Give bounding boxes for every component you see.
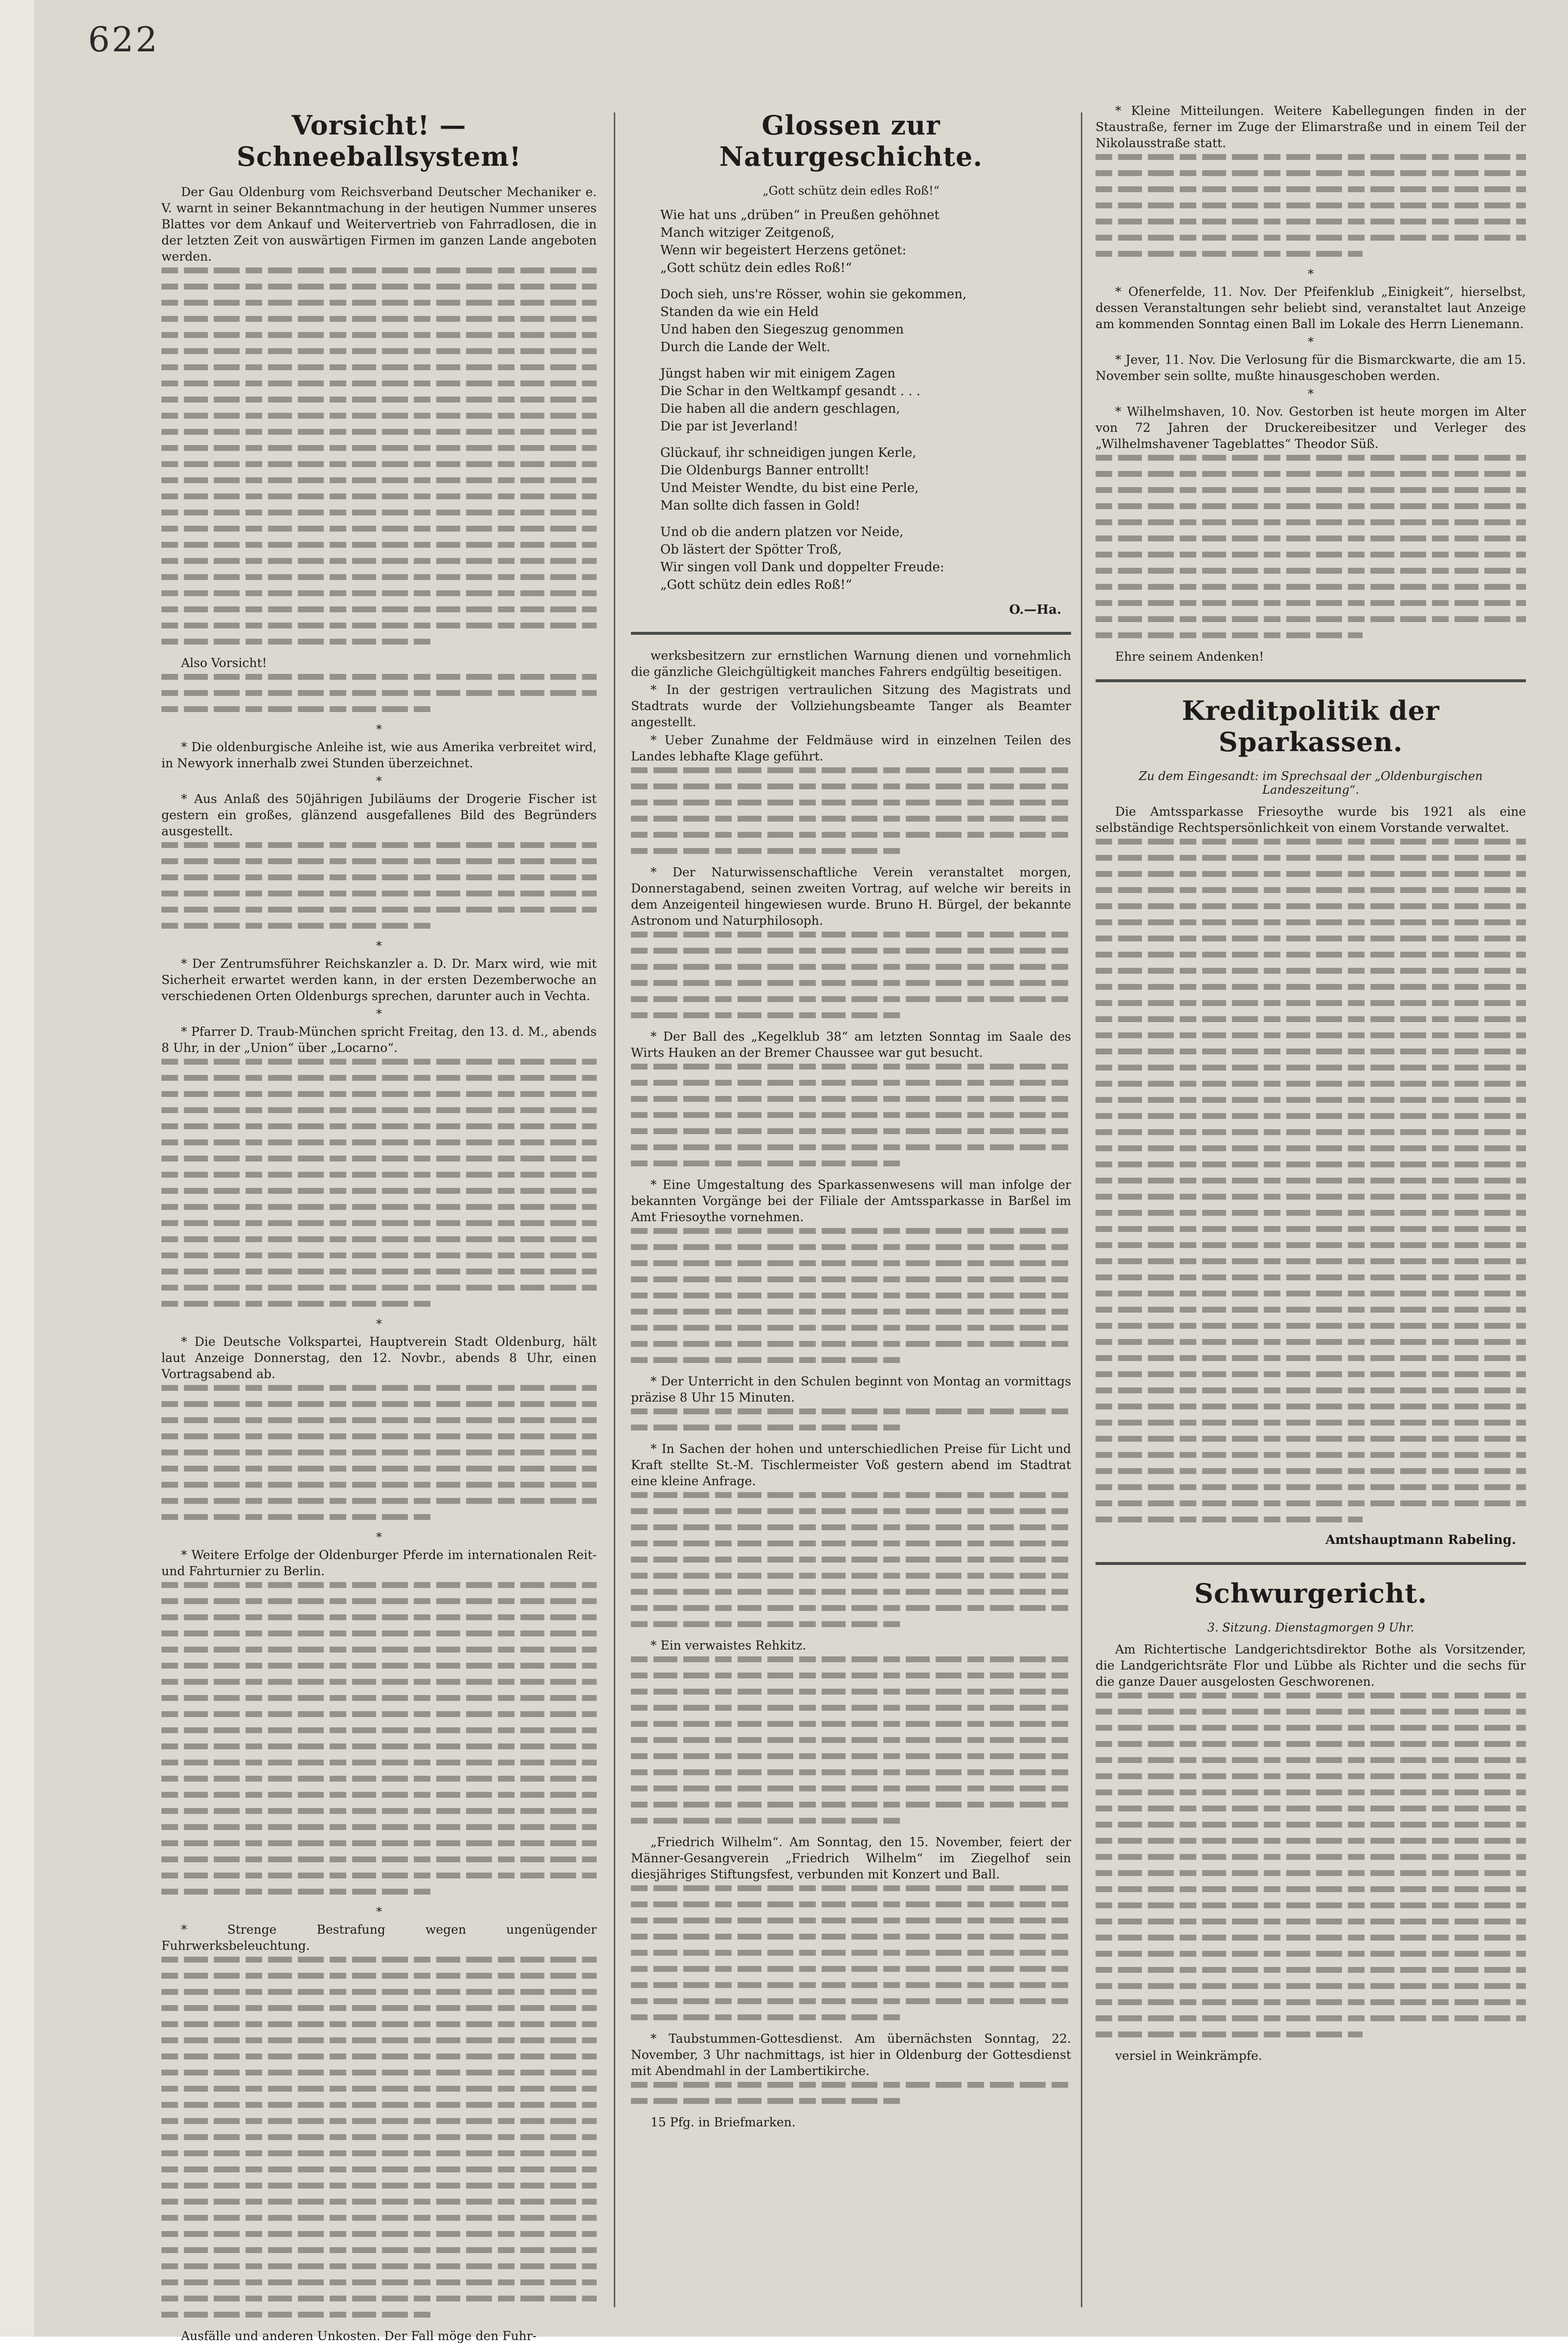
illegible-text: [161, 268, 597, 645]
poem-line: Wenn wir begeistert Herzens getönet:: [660, 243, 907, 258]
article-subtitle: 3. Sitzung. Dienstagmorgen 9 Uhr.: [1207, 1621, 1414, 1634]
illegible-text: [1096, 839, 1526, 1522]
page-number: 622: [88, 20, 159, 60]
separator: *: [1308, 335, 1314, 349]
poem-line: Doch sieh, uns're Rösser, wohin sie gekommen,: [660, 287, 967, 302]
column-middle: [631, 103, 1071, 2317]
poem-stanza: [660, 444, 1071, 514]
column-divider: [1081, 112, 1082, 2307]
news-item: * Die oldenburgische Anleihe ist, wie aus Amerika verbreitet wird, in Newyork innerhalb zwei Stunden überzeichnet.: [161, 740, 597, 770]
poem-line: Manch witziger Zeitgenoß,: [660, 225, 835, 240]
poem-line: Und Meister Wendte, du bist eine Perle,: [660, 481, 919, 495]
poem-line: Ob lästert der Spötter Troß,: [660, 542, 842, 557]
illegible-text: [631, 1885, 1071, 2020]
section-rule: [631, 632, 1071, 635]
article-text: Die Amtssparkasse Friesoythe wurde bis 1921 als eine selbständige Rechtspersönlichkeit von einem Vorstande verwaltet.: [1096, 804, 1526, 835]
article-text: Ausfälle und anderen Unkosten. Der Fall möge den Fuhr-: [181, 2329, 537, 2343]
article-subtitle: Zu dem Eingesandt: im Sprechsaal der „Oldenburgischen Landeszeitung“.: [1139, 769, 1483, 797]
separator: *: [1308, 267, 1314, 281]
illegible-text: [161, 842, 597, 929]
illegible-text: [631, 1656, 1071, 1824]
article-text: Am Richtertische Landgerichtsdirektor Bothe als Vorsitzender, die Landgerichtsräte Flor und Lübbe als Richter und die sechs für die ganze Dauer ausgelosten Geschworenen.: [1096, 1642, 1526, 1689]
news-item: * Kleine Mitteilungen. Weitere Kabellegungen finden in der Staustraße, ferner im Zuge der Elimarstraße und in einem Teil der Nikolausstraße statt.: [1096, 104, 1526, 150]
news-item: * Ueber Zunahme der Feldmäuse wird in einzelnen Teilen des Landes lebhafte Klage geführt.: [631, 733, 1071, 763]
article-text: Ehre seinem Andenken!: [1115, 649, 1264, 664]
illegible-text: [161, 1957, 597, 2318]
illegible-text: [161, 1059, 597, 1307]
poem-stanza: [660, 286, 1071, 356]
poem-line: Die haben all die andern geschlagen,: [660, 402, 900, 416]
illegible-text: [631, 932, 1071, 1018]
separator: *: [376, 722, 382, 736]
news-item: * Weitere Erfolge der Oldenburger Pferde im internationalen Reit- und Fahrturnier zu Berlin.: [161, 1548, 597, 1578]
poem-line: Und haben den Siegeszug genommen: [660, 322, 904, 337]
poem-line: Standen da wie ein Held: [660, 305, 819, 319]
illegible-text: [1096, 154, 1526, 257]
headline-glossen: Glossen zur Naturgeschichte.: [719, 110, 983, 172]
article-text: versiel in Weinkrämpfe.: [1115, 2049, 1262, 2063]
illegible-text: [161, 1582, 597, 1895]
news-item: * Strenge Bestrafung wegen ungenügender Fuhrwerksbeleuchtung.: [161, 1922, 597, 1953]
column-divider: [614, 112, 615, 2307]
separator: *: [376, 939, 382, 953]
separator: *: [376, 774, 382, 788]
news-item: * Ein verwaistes Rehkitz.: [650, 1638, 806, 1652]
illegible-text: [631, 1492, 1071, 1627]
news-item: * Der Zentrumsführer Reichskanzler a. D. Dr. Marx wird, wie mit Sicherheit erwartet werden kann, in der ersten Dezemberwoche an verschiedenen Orten Oldenburgs sprechen, darunter auch in Vechta.: [161, 957, 597, 1003]
illegible-text: [1096, 1693, 1526, 2037]
column-left: [161, 103, 597, 2343]
news-item: * Jever, 11. Nov. Die Verlosung für die Bismarckwarte, die am 15. November sein sollte, mußte hinausgeschoben werden.: [1096, 353, 1526, 383]
article-text: Der Gau Oldenburg vom Reichsverband Deutscher Mechaniker e. V. warnt in seiner Bekanntmachung in der heutigen Nummer unseres Blattes vor dem Ankauf und Weitervertrieb von Fahrradlosen, die in der letzten Zeit von auswärtigen Firmen im ganzen Lande angeboten werden.: [161, 185, 597, 264]
poem-line: „Gott schütz dein edles Roß!“: [660, 578, 852, 592]
section-rule: [1096, 1562, 1526, 1565]
separator: *: [376, 1905, 382, 1919]
article-signature: Amtshauptmann Rabeling.: [1325, 1533, 1516, 1547]
poem-line: Die Schar in den Weltkampf gesandt . . .: [660, 384, 920, 399]
illegible-text: [631, 767, 1071, 854]
news-item: * Der Naturwissenschaftliche Verein veranstaltet morgen, Donnerstagabend, seinen zweiten Vortrag, auf welche wir bereits in dem Anzeigenteil hingewiesen wurde. Bruno H. Bürgel, der bekannte Astronom und Naturphilosoph.: [631, 865, 1071, 928]
separator: *: [376, 1317, 382, 1331]
headline-schneeballsystem: Vorsicht! — Schneeballsystem!: [236, 110, 522, 172]
poem-line: Und ob die andern platzen vor Neide,: [660, 525, 904, 539]
headline-kreditpolitik: Kreditpolitik der Sparkassen.: [1182, 695, 1440, 758]
section-rule: [1096, 679, 1526, 682]
poem-line: Jüngst haben wir mit einigem Zagen: [660, 366, 896, 381]
poem-line: Durch die Lande der Welt.: [660, 340, 830, 355]
poem-stanza: [660, 206, 1071, 277]
illegible-text: [161, 1385, 597, 1520]
news-item: * In Sachen der hohen und unterschiedlichen Preise für Licht und Kraft stellte St.-M. Tischlermeister Voß gestern abend im Stadtrat eine kleine Anfrage.: [631, 1442, 1071, 1488]
column-right: [1096, 103, 1526, 2317]
separator: *: [376, 1007, 382, 1021]
illegible-text: [631, 1228, 1071, 1363]
news-item: * In der gestrigen vertraulichen Sitzung des Magistrats und Stadtrats wurde der Vollziehungsbeamte Tanger als Beamter angestellt.: [631, 683, 1071, 729]
poem-stanza: [660, 523, 1071, 594]
poem-line: Wie hat uns „drüben“ in Preußen gehöhnet: [660, 208, 940, 223]
illegible-text: [161, 674, 597, 712]
article-text: werksbesitzern zur ernstlichen Warnung dienen und vornehmlich die gänzliche Gleichgültigkeit manches Fahrers endgültig beseitigen.: [631, 648, 1071, 679]
illegible-text: [631, 1064, 1071, 1166]
poem-line: Wir singen voll Dank und doppelter Freude:: [660, 560, 944, 575]
illegible-text: [631, 1408, 1071, 1430]
news-item: * Wilhelmshaven, 10. Nov. Gestorben ist heute morgen im Alter von 72 Jahren der Druckereibesitzer und Verleger des „Wilhelmshavener Tageblattes“ Theodor Süß.: [1096, 404, 1526, 451]
news-item: * Taubstummen-Gottesdienst. Am übernächsten Sonntag, 22. November, 3 Uhr nachmittags, ist hier in Oldenburg der Gottesdienst mit Abendmahl in der Lambertikirche.: [631, 2031, 1071, 2078]
news-item: * Aus Anlaß des 50jährigen Jubiläums der Drogerie Fischer ist gestern ein großes, glänzend ausgefallenes Bild des Begründers ausgestellt.: [161, 792, 597, 838]
poem-line: Glückauf, ihr schneidigen jungen Kerle,: [660, 446, 917, 460]
news-item: „Friedrich Wilhelm“. Am Sonntag, den 15. November, feiert der Männer-Gesangverein „Friedrich Wilhelm“ im Ziegelhof sein diesjähriges Stiftungsfest, verbunden mit Konzert und Ball.: [631, 1835, 1071, 1881]
illegible-text: [631, 2082, 1071, 2104]
illegible-text: [1096, 455, 1526, 638]
headline-schwurgericht: Schwurgericht.: [1194, 1578, 1428, 1609]
separator: *: [1308, 387, 1314, 401]
poem-motto: „Gott schütz dein edles Roß!“: [762, 184, 940, 198]
news-item: * Ofenerfelde, 11. Nov. Der Pfeifenklub „Einigkeit“, hierselbst, dessen Veranstaltungen sehr beliebt sind, veranstaltet laut Anzeige am kommenden Sonntag einen Ball im Lokale des Herrn Lienemann.: [1096, 285, 1526, 331]
poem-line: Man sollte dich fassen in Gold!: [660, 498, 860, 513]
news-item: * Pfarrer D. Traub-München spricht Freitag, den 13. d. M., abends 8 Uhr, in der „Union“ über „Locarno“.: [161, 1025, 597, 1055]
news-item: * Der Unterricht in den Schulen beginnt von Montag an vormittags präzise 8 Uhr 15 Minuten.: [631, 1374, 1071, 1405]
poem-line: „Gott schütz dein edles Roß!“: [660, 261, 852, 275]
article-text: 15 Pfg. in Briefmarken.: [650, 2115, 796, 2129]
separator: *: [376, 1530, 382, 1544]
poem-stanza: [660, 365, 1071, 435]
poem-line: Die Oldenburgs Banner entrollt!: [660, 463, 870, 478]
poem-line: Die par ist Jeverland!: [660, 419, 798, 434]
article-text: Also Vorsicht!: [181, 656, 267, 670]
news-item: * Der Ball des „Kegelklub 38“ am letzten Sonntag im Saale des Wirts Hauken an der Bremer Chaussee war gut besucht.: [631, 1029, 1071, 1060]
poem-signature: O.—Ha.: [1009, 603, 1061, 617]
news-item: * Die Deutsche Volkspartei, Hauptverein Stadt Oldenburg, hält laut Anzeige Donnerstag, den 12. Novbr., abends 8 Uhr, einen Vortragsabend ab.: [161, 1335, 597, 1381]
news-item: * Eine Umgestaltung des Sparkassenwesens will man infolge der bekannten Vorgänge bei der Filiale der Amtssparkasse in Barßel im Amt Friesoythe vornehmen.: [631, 1178, 1071, 1224]
